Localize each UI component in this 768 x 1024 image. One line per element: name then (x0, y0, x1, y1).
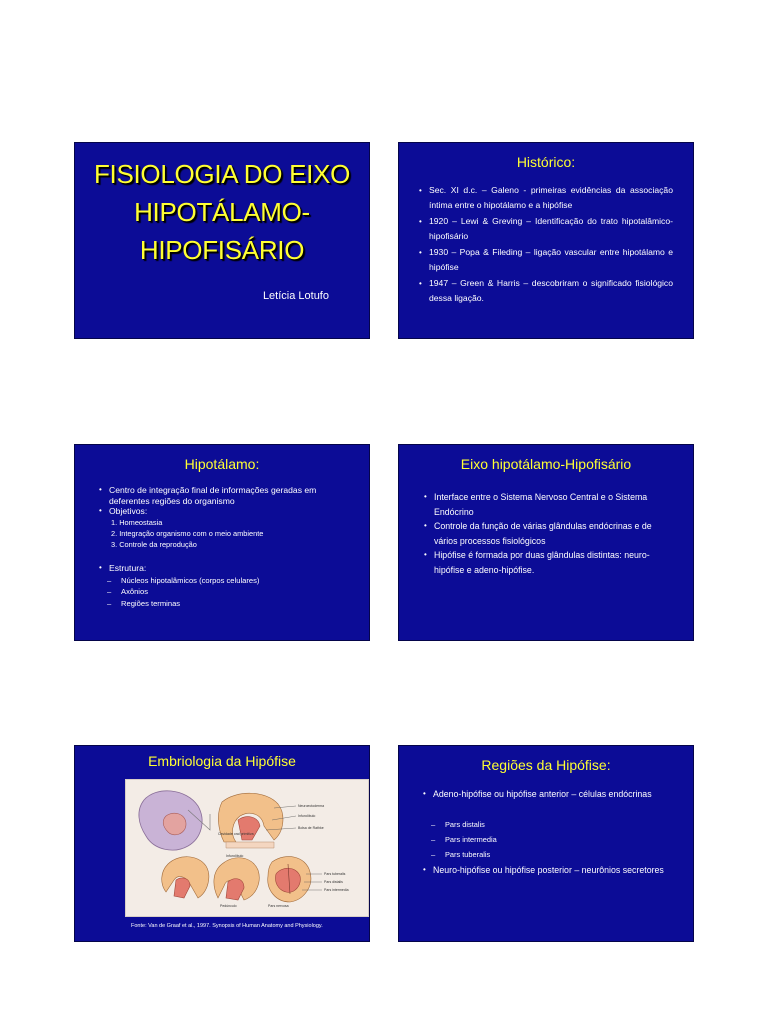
slide-historico (398, 142, 694, 339)
slide-cover (74, 142, 370, 339)
objetivos-label: Objetivos: (109, 506, 148, 517)
sub-item: – Pars tuberalis (421, 847, 673, 862)
list-item: • Sec. XI d.c. – Galeno - primeiras evidências da associação íntima entre o hipotálamo e a hipófise (417, 183, 673, 213)
slide-embriologia (74, 745, 370, 942)
figure-label: Pars intermedia (324, 888, 349, 892)
figure-label: Infundíbulo (226, 854, 244, 858)
list-item: • Hipófise é formada por duas glândulas distintas: neuro-hipófise e adeno-hipófise. (422, 548, 677, 577)
list-item: • Centro de integração final de informações geradas em deferentes regiões do organismo (97, 485, 353, 506)
cover-title-line-2: HIPOTÁLAMO- (134, 197, 310, 227)
sub-item: – Pars intermedia (421, 832, 673, 847)
slide-title: Eixo hipotálamo-Hipofisário (460, 456, 632, 472)
objetivo-item: 2. Integração organismo com o meio ambiente (111, 529, 264, 539)
objetivo-item: 3. Controle da reprodução (111, 540, 197, 550)
figure-label: Bolsa de Rathke (298, 826, 324, 830)
cover-author: Letícia Lotufo (262, 290, 329, 302)
embryology-illustration (126, 780, 368, 916)
slide-title: Regiões da Hipófise: (481, 757, 611, 773)
objetivo-item: 1. Homeostasia (111, 518, 163, 527)
list-item: • 1930 – Popa & Fileding – ligação vascular entre hipotálamo e hipófise (417, 245, 673, 275)
list-item: • Controle da função de várias glândulas endócrinas e de vários processos fisiológicos (422, 519, 677, 548)
sub-item: – Núcleos hipotalâmicos (corpos celulares) (97, 575, 353, 586)
slide-regioes (398, 745, 694, 942)
list-item: • Adeno-hipófise ou hipófise anterior – células endócrinas (421, 787, 673, 802)
list-item: • Interface entre o Sistema Nervoso Central e o Sistema Endócrino (422, 490, 677, 519)
list-item: • 1920 – Lewi & Greving – Identificação do trato hipotalâmico-hipofisário (417, 214, 673, 244)
bullet-list-2 (421, 863, 673, 878)
list-item: • Estrutura: (97, 563, 353, 574)
figure-label: Pars tuberalis (324, 872, 346, 876)
slide-title: Embriologia da Hipófise (148, 753, 296, 769)
slide-hipotalamo (74, 444, 370, 641)
sub-item: – Pars distalis (421, 817, 673, 832)
sub-item: – Regiões terminas (97, 598, 353, 609)
cover-title-line-1: FISIOLOGIA DO EIXO (93, 159, 351, 189)
slide-title: Histórico: (516, 154, 576, 170)
cover-title-line-3: HIPOFISÁRIO (139, 235, 305, 265)
figure-label: Cavidade oral primitiva (218, 832, 254, 836)
figure-label: Pedúnculo (220, 904, 237, 908)
sub-item: – Axônios (97, 586, 353, 597)
slide-eixo (398, 444, 694, 641)
objetivos-list (97, 517, 263, 551)
embryology-figure (125, 779, 369, 917)
slide-title: Hipotálamo: (184, 456, 260, 472)
bullet-list (421, 787, 673, 802)
figure-label: Pars nervosa (268, 904, 289, 908)
figure-label: Pars distalis (324, 880, 343, 884)
cover-title (83, 155, 361, 269)
figure-caption: Fonte: Van de Graaf et al., 1997. Synopsis of Human Anatomy and Physiology. (131, 923, 323, 929)
bullet-list (422, 490, 677, 578)
figure-label: Neuroectoderma (298, 804, 325, 808)
figure-label: Infundíbulo (298, 814, 316, 818)
list-item: • Neuro-hipófise ou hipófise posterior – neurônios secretores (421, 863, 673, 878)
list-item: • 1947 – Green & Harris – descobriram o significado fisiológico dessa ligação. (417, 276, 673, 306)
estrutura-list (97, 563, 353, 574)
estrutura-sublist (97, 575, 353, 609)
pars-sublist (421, 817, 673, 862)
list-item (97, 506, 353, 517)
bullet-list (97, 485, 353, 517)
bullet-list (417, 183, 673, 307)
